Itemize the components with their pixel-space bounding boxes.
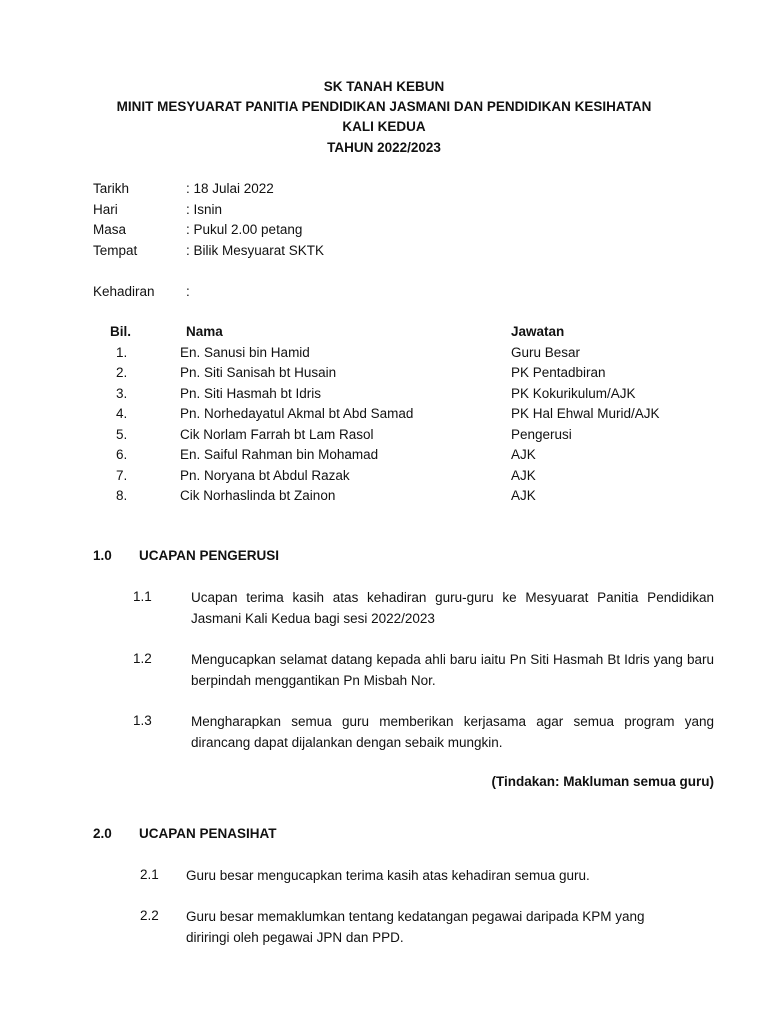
row-number: 5. — [116, 427, 128, 442]
action-note: (Tindakan: Makluman semua guru) — [491, 774, 714, 789]
item-text: Mengharapkan semua guru memberikan kerjasama agar semua program yang dirancang dapat dijalankan dengan sebaik mungkin. — [191, 714, 714, 750]
section-number: 1.0 — [93, 548, 112, 563]
item-number: 1.2 — [133, 651, 152, 666]
meeting-number: KALI KEDUA — [342, 119, 426, 134]
section-number: 2.0 — [93, 826, 112, 841]
section-title: UCAPAN PENGERUSI — [139, 548, 280, 563]
row-position: Pengerusi — [511, 427, 572, 442]
row-position: PK Kokurikulum/AJK — [511, 386, 636, 401]
meeting-year: TAHUN 2022/2023 — [327, 140, 441, 155]
detail-value-day: : Isnin — [186, 202, 223, 217]
item-text: Guru besar mengucapkan terima kasih atas kehadiran semua guru. — [186, 868, 590, 883]
detail-label-day: Hari — [93, 202, 118, 217]
row-number: 8. — [116, 488, 128, 503]
row-name: En. Sanusi bin Hamid — [180, 345, 310, 360]
section-title: UCAPAN PENASIHAT — [139, 826, 277, 841]
row-number: 7. — [116, 468, 128, 483]
row-position: PK Hal Ehwal Murid/AJK — [511, 406, 660, 421]
item-number: 2.1 — [140, 867, 159, 882]
row-name: Pn. Siti Sanisah bt Husain — [180, 365, 337, 380]
row-name: Pn. Norhedayatul Akmal bt Abd Samad — [180, 406, 414, 421]
detail-value-date: : 18 Julai 2022 — [186, 181, 274, 196]
document-title: MINIT MESYUARAT PANITIA PENDIDIKAN JASMANI DAN PENDIDIKAN KESIHATAN — [116, 99, 652, 114]
attendance-label: Kehadiran — [93, 284, 155, 299]
row-name: En. Saiful Rahman bin Mohamad — [180, 447, 379, 462]
detail-label-place: Tempat — [93, 243, 138, 258]
item-text: Mengucapkan selamat datang kepada ahli baru iaitu Pn Siti Hasmah Bt Idris yang baru berpindah menggantikan Pn Misbah Nor. — [191, 652, 714, 688]
row-position: AJK — [511, 488, 536, 503]
row-name: Cik Norlam Farrah bt Lam Rasol — [180, 427, 374, 442]
row-name: Pn. Siti Hasmah bt Idris — [180, 386, 322, 401]
table-header-number: Bil. — [110, 324, 132, 339]
row-name: Cik Norhaslinda bt Zainon — [180, 488, 336, 503]
table-header-name: Nama — [186, 324, 223, 339]
attendance-colon: : — [186, 284, 190, 299]
row-name: Pn. Noryana bt Abdul Razak — [180, 468, 350, 483]
row-number: 4. — [116, 406, 128, 421]
row-number: 1. — [116, 345, 128, 360]
row-number: 3. — [116, 386, 128, 401]
item-text: Ucapan terima kasih atas kehadiran guru-guru ke Mesyuarat Panitia Pendidikan Jasmani Kali Kedua bagi sesi 2022/2023 — [191, 590, 714, 626]
detail-label-time: Masa — [93, 222, 127, 237]
item-number: 1.3 — [133, 713, 152, 728]
item-number: 1.1 — [133, 589, 152, 604]
school-name: SK TANAH KEBUN — [323, 79, 445, 94]
item-number: 2.2 — [140, 908, 159, 923]
detail-value-place: : Bilik Mesyuarat SKTK — [186, 243, 325, 258]
detail-label-date: Tarikh — [93, 181, 130, 196]
row-number: 6. — [116, 447, 128, 462]
detail-value-time: : Pukul 2.00 petang — [186, 222, 303, 237]
item-text: Guru besar memaklumkan tentang kedatangan pegawai daripada KPM yang diriringi oleh pegawai JPN dan PPD. — [186, 909, 645, 945]
row-position: Guru Besar — [511, 345, 581, 360]
row-number: 2. — [116, 365, 128, 380]
row-position: PK Pentadbiran — [511, 365, 606, 380]
row-position: AJK — [511, 447, 536, 462]
table-header-position: Jawatan — [511, 324, 565, 339]
row-position: AJK — [511, 468, 536, 483]
